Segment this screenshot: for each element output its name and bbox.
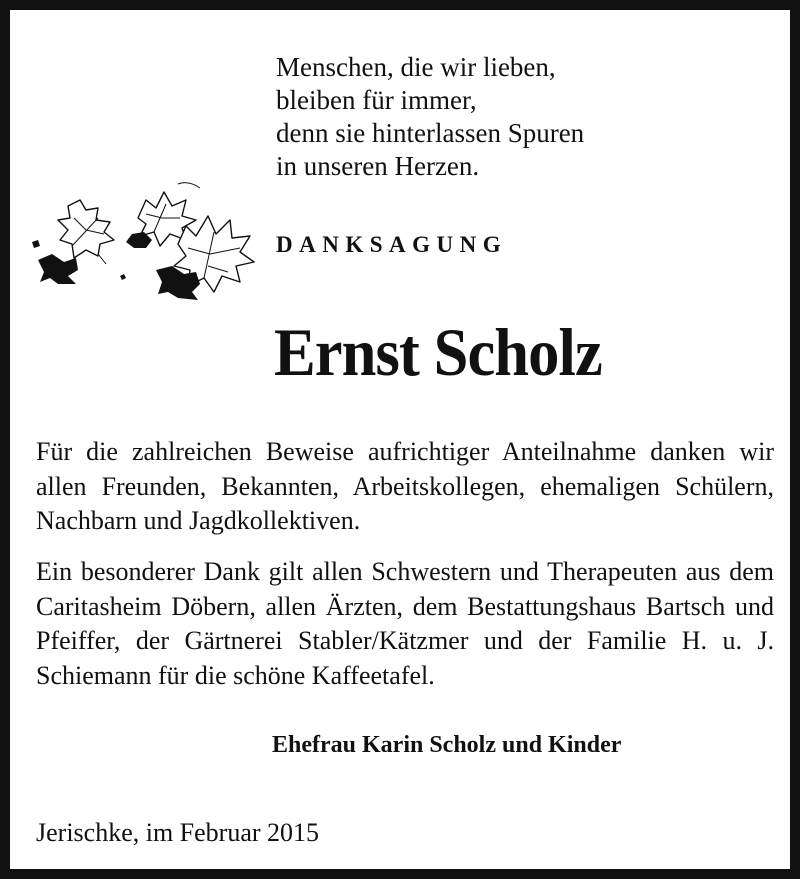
memorial-poem xyxy=(276,51,584,183)
thanks-paragraph: Für die zahlreichen Beweise aufrichtiger Anteilnahme danken wir allen Freunden, Bekannten, Arbeitskollegen, ehemaligen Schülern, Nachbarn und Jagdkollektiven. xyxy=(36,437,774,535)
heading-danksagung: DANKSAGUNG xyxy=(276,232,508,257)
deceased-name: Ernst Scholz xyxy=(274,314,602,390)
poem-line: denn sie hinterlassen Spuren xyxy=(276,118,585,148)
poem-line: bleiben für immer, xyxy=(276,85,477,115)
poem-line: Menschen, die wir lieben, xyxy=(276,52,556,82)
signature: Ehefrau Karin Scholz und Kinder xyxy=(272,732,622,758)
autumn-leaves-icon xyxy=(28,178,264,306)
place-and-date: Jerischke, im Februar 2015 xyxy=(36,818,320,847)
special-thanks-paragraph: Ein besonderer Dank gilt allen Schwestern und Therapeuten aus dem Caritasheim Döbern, allen Ärzten, dem Bestattungshaus Bartsch und Pfeiffer, der Gärtnerei Stabler/Kätzmer und der Familie H. u. J. Schiemann für die schöne Kaffeetafel. xyxy=(36,557,774,690)
poem-line: in unseren Herzen. xyxy=(276,151,480,181)
